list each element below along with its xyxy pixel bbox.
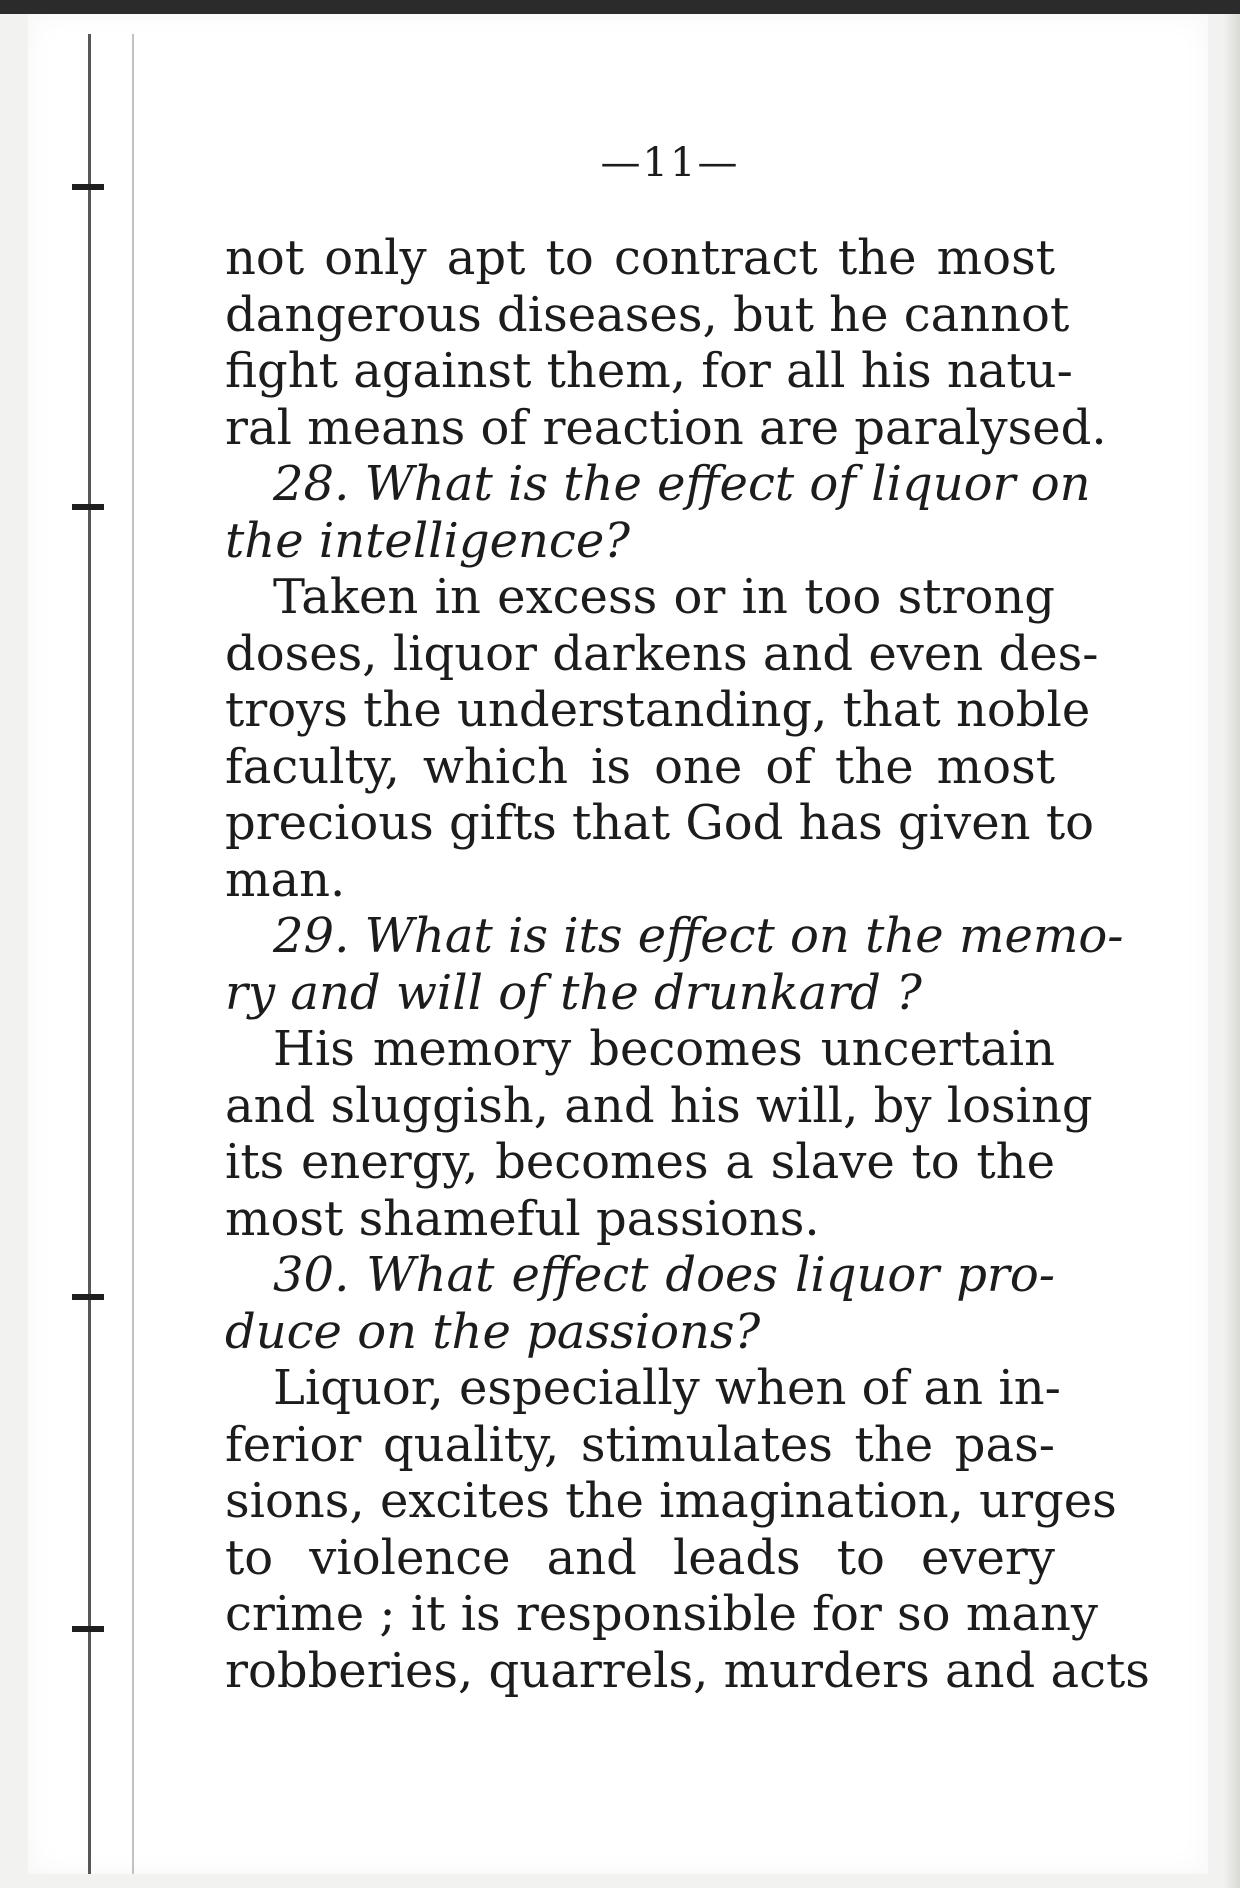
text-line: man. — [225, 851, 346, 908]
text-line: and sluggish, and his will, by losing — [225, 1077, 1093, 1134]
question-line: ry and will of the drunkard ? — [225, 964, 922, 1021]
text-line: crime ; it is responsible for so many — [225, 1586, 1098, 1642]
question-line: the intelligence? — [225, 512, 630, 569]
page-text — [225, 140, 1150, 1699]
text-line: most shameful passions. — [225, 1190, 820, 1247]
binding-shadow-line — [132, 34, 134, 1874]
binding-stitch — [72, 1626, 104, 1632]
text-line: faculty, which is one of the most — [225, 738, 1055, 795]
text-line: robberies, quarrels, murders and acts — [225, 1642, 1150, 1699]
text-line: ferior quality, stimulates the pas- — [225, 1416, 1055, 1473]
text-line: Taken in excess or in too strong — [273, 569, 1055, 625]
binding-stitch — [72, 504, 104, 510]
text-line: its energy, becomes a slave to the — [225, 1134, 1055, 1190]
text-line: to violence and leads to every — [225, 1529, 1055, 1586]
binding-stitch — [72, 1294, 104, 1300]
text-line: Liquor, especially when of an in- — [273, 1360, 1061, 1416]
binding-line — [88, 34, 91, 1874]
text-line: not only apt to contract the most — [225, 230, 1055, 286]
text-line: fight against them, for all his natu- — [225, 343, 1073, 399]
question-line: 29. What is its effect on the memo- — [273, 908, 1124, 964]
text-line: precious gifts that God has given to — [225, 795, 1095, 851]
question-line: 28. What is the effect of liquor on — [273, 456, 1091, 512]
binding-stitch — [72, 184, 104, 190]
question-line: duce on the passions? — [225, 1303, 761, 1360]
question-line: 30. What effect does liquor pro- — [273, 1247, 1055, 1303]
scan-right-edge — [1222, 14, 1240, 1888]
text-line: doses, liquor darkens and even des- — [225, 625, 1099, 682]
text-line: dangerous diseases, but he cannot — [225, 286, 1070, 343]
text-line: His memory becomes uncertain — [273, 1021, 1055, 1077]
text-line: ral means of reaction are paralysed. — [225, 399, 1107, 456]
text-line: sions, excites the imagination, urges — [225, 1473, 1117, 1529]
text-line: troys the understanding, that noble — [225, 682, 1091, 738]
scan-top-edge — [0, 0, 1240, 14]
page-number: —11— — [600, 140, 740, 186]
